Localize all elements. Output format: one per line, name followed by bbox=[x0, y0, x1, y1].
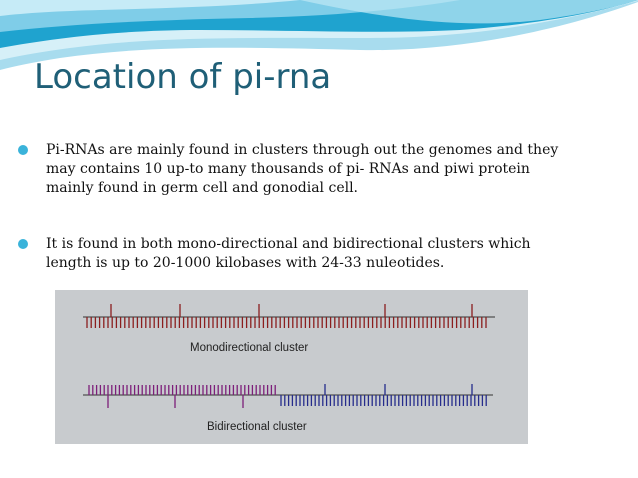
bidirectional-cluster-caption: Bidirectional cluster bbox=[207, 421, 307, 433]
slide-title: Location of pi-rna bbox=[34, 57, 332, 97]
bullet-text: It is found in both mono-directional and bidirectional clusters which length is up to 20-1000 kilobases with 24-33 nuleotides. bbox=[46, 236, 531, 271]
bullet-text: Pi-RNAs are mainly found in clusters through out the genomes and they may contains 10 up-to many thousands of pi- RNAs and piwi protein mainly found in germ cell and gonodial cell. bbox=[46, 142, 559, 196]
bullet-dot-icon bbox=[18, 239, 28, 249]
bullet-item bbox=[18, 141, 578, 198]
monodirectional-cluster-caption: Monodirectional cluster bbox=[190, 342, 309, 354]
pirna-cluster-diagram bbox=[55, 290, 528, 444]
bullet-item bbox=[18, 235, 578, 273]
bullet-dot-icon bbox=[18, 145, 28, 155]
